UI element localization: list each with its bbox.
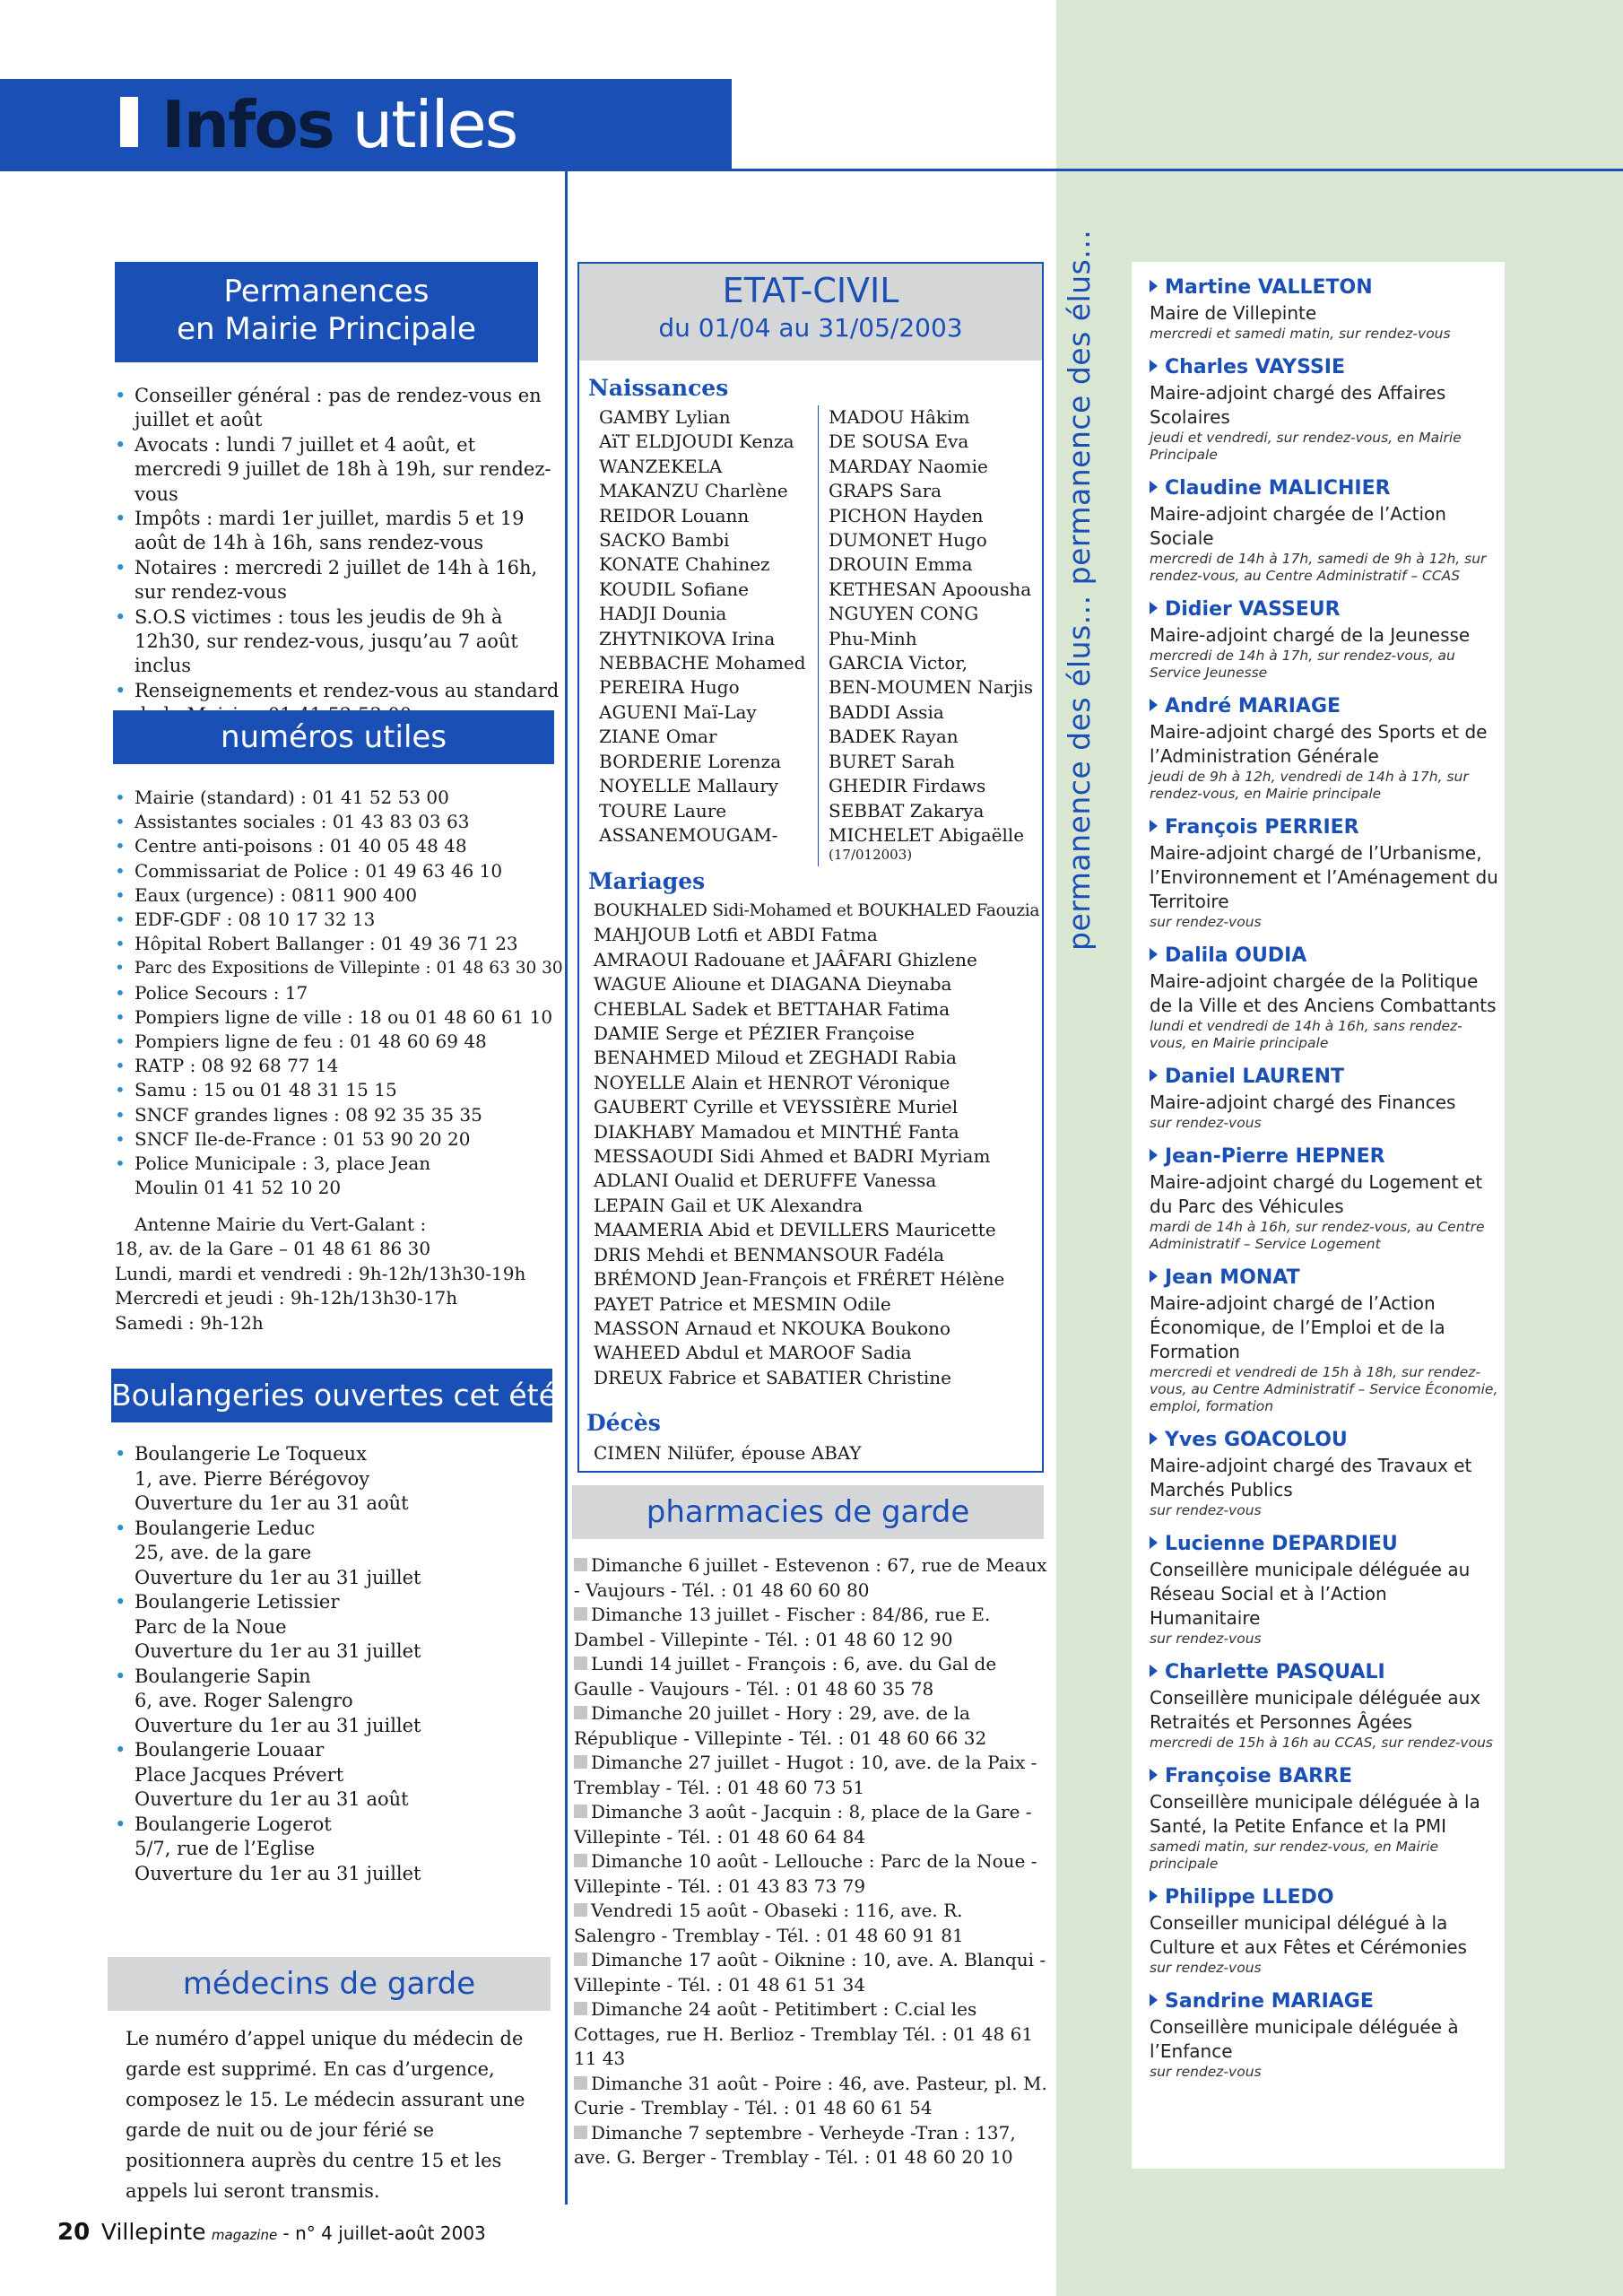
pharmacy-text: Dimanche 13 juillet - Fischer : 84/86, rue E. Dambel - Villepinte - Tél. : 01 48 60 12 90 — [574, 1604, 991, 1650]
page-title-bold: Infos — [161, 87, 334, 162]
etat-civil-title: ETAT-CIVIL — [722, 271, 899, 310]
list-item: NGUYEN CONG — [829, 603, 979, 625]
pharmacy-text: Lundi 14 juillet - François : 6, ave. du Gal de Gaulle - Vaujours - Tél. : 01 48 60 35 78 — [574, 1653, 997, 1700]
list-item: BEN-MOUMEN Narjis — [829, 676, 1034, 699]
elu-item — [1150, 1763, 1499, 1873]
list-item: • Impôts : mardi 1er juillet, mardis 5 et 19 août de 14h à 16h, sans rendez-vous — [115, 507, 563, 556]
bakery-address: 6, ave. Roger Salengro — [135, 1690, 353, 1711]
list-item: AïT ELDJOUDI Kenza — [599, 430, 794, 453]
list-item: • S.O.S victimes : tous les jeudis de 9h à 12h30, sur rendez-vous, jusqu’au 7 août inclus — [115, 605, 563, 679]
elu-item — [1150, 943, 1499, 1052]
pharmacy-text: Dimanche 3 août - Jacquin : 8, place de la Gare - Villepinte - Tél. : 01 48 60 64 84 — [574, 1801, 1032, 1848]
list-item — [115, 1590, 563, 1665]
elu-note: jeudi de 9h à 12h, vendredi de 14h à 17h, sur rendez-vous, en Mairie principale — [1150, 769, 1469, 802]
list-item: GRAPS Sara — [829, 480, 942, 502]
list-item: MAHJOUB Lotfi et ABDI Fatma — [594, 924, 878, 946]
list-item — [574, 1603, 1047, 1652]
elu-role: Conseillère municipale déléguée aux Retraités et Personnes Âgées — [1150, 1687, 1481, 1733]
magazine-name: Villepinte — [100, 2219, 206, 2245]
pharmacies-list — [574, 1553, 1047, 2170]
triangle-bullet-icon — [1150, 1665, 1158, 1677]
elu-role: Maire-adjoint chargé des Affaires Scolaires — [1150, 382, 1446, 428]
list-item: DE SOUSA Eva — [829, 430, 969, 453]
bakery-name: • Boulangerie Sapin — [135, 1665, 311, 1687]
elu-name — [1150, 943, 1499, 970]
elu-role: Maire-adjoint chargé de l’Action Économique, de l’Emploi et de la Formation — [1150, 1292, 1445, 1362]
permanences-heading-line2: en Mairie Principale — [177, 311, 476, 347]
etat-civil-heading — [579, 264, 1042, 361]
square-bullet-icon — [574, 2076, 587, 2090]
triangle-bullet-icon — [1150, 1769, 1158, 1781]
elu-name — [1150, 1144, 1499, 1170]
elu-note: mercredi et samedi matin, sur rendez-vous — [1150, 326, 1451, 342]
elu-name-text: François PERRIER — [1165, 816, 1359, 839]
list-item: MESSAOUDI Sidi Ahmed et BADRI Myriam — [594, 1145, 991, 1168]
triangle-bullet-icon — [1150, 1432, 1158, 1445]
list-item — [574, 1997, 1047, 2072]
elu-name — [1150, 475, 1499, 502]
elu-name — [1150, 1763, 1499, 1790]
list-item: HADJI Dounia — [599, 603, 727, 625]
bakery-hours: Ouverture du 1er au 31 juillet — [135, 1862, 421, 1884]
elu-name-text: Martine VALLETON — [1165, 276, 1373, 299]
elu-item — [1150, 1144, 1499, 1253]
elu-name-text: Jean-Pierre HEPNER — [1165, 1145, 1385, 1168]
square-bullet-icon — [574, 1903, 587, 1917]
elu-item — [1150, 693, 1499, 803]
elu-note: sur rendez-vous — [1150, 2064, 1262, 2080]
list-item: • Avocats : lundi 7 juillet et 4 août, et mercredi 9 juillet de 18h à 19h, sur rendez-vous — [115, 433, 563, 507]
permanences-heading — [115, 262, 538, 362]
list-item: NOYELLE Mallaury — [599, 775, 779, 797]
triangle-bullet-icon — [1150, 1149, 1158, 1161]
list-item: BORDERIE Lorenza — [599, 750, 782, 772]
list-item: • Notaires : mercredi 2 juillet de 14h à 16h, sur rendez-vous — [115, 556, 563, 605]
list-item — [574, 2121, 1047, 2170]
list-item: • RATP : 08 92 68 77 14 — [115, 1054, 563, 1078]
boulangeries-list — [115, 1442, 563, 1886]
bakery-address: Parc de la Noue — [135, 1615, 287, 1638]
list-item: NEBBACHE Mohamed — [599, 652, 806, 674]
list-item: GARCIA Victor, — [829, 652, 968, 674]
elu-note: samedi matin, sur rendez-vous, en Mairie principale — [1150, 1839, 1439, 1872]
list-item: MADOU Hâkim — [829, 406, 970, 428]
naissances-left-list — [599, 405, 814, 848]
elu-name — [1150, 1531, 1499, 1558]
list-item: TOURE Laure — [599, 799, 727, 822]
antenne-line: Lundi, mardi et vendredi : 9h-12h/13h30-19h — [115, 1262, 526, 1284]
list-item: DRIS Mehdi et BENMANSOUR Fadéla — [594, 1243, 945, 1265]
header-rule — [0, 169, 1623, 171]
elu-role: Maire-adjoint chargé des Finances — [1150, 1091, 1456, 1113]
elu-name — [1150, 693, 1499, 720]
list-item: BADEK Rayan — [829, 726, 959, 748]
square-bullet-icon — [574, 2002, 587, 2015]
list-item: • Police Secours : 17 — [115, 981, 563, 1005]
list-item: SACKO Bambi — [599, 529, 730, 552]
elu-item — [1150, 1427, 1499, 1519]
naissances-right-list — [829, 405, 1040, 862]
elu-role: Conseillère municipale déléguée à la Santé, la Petite Enfance et la PMI — [1150, 1791, 1480, 1837]
elu-name-text: André MARIAGE — [1165, 695, 1341, 718]
list-item: DUMONET Hugo — [829, 529, 987, 552]
square-bullet-icon — [574, 1607, 587, 1621]
page-title — [161, 86, 516, 163]
pharmacy-text: Dimanche 27 juillet - Hugot : 10, ave. de la Paix - Tremblay - Tél. : 01 48 60 73 51 — [574, 1752, 1037, 1798]
list-item — [574, 1948, 1047, 1997]
elu-note: mercredi et vendredi de 15h à 18h, sur rendez-vous, au Centre Administratif – Service Économie, emploi, formation — [1150, 1364, 1498, 1414]
elu-name — [1150, 354, 1499, 381]
list-item: • EDF-GDF : 08 10 17 32 13 — [115, 908, 563, 932]
elu-name-text: Dalila OUDIA — [1165, 944, 1307, 967]
permanences-heading-line1: Permanences — [223, 274, 430, 309]
list-item: BADDI Assia — [829, 700, 944, 723]
elu-role: Maire de Villepinte — [1150, 302, 1317, 324]
triangle-bullet-icon — [1150, 1069, 1158, 1082]
deces-label: Décès — [586, 1410, 661, 1436]
list-item: DAMIE Serge et PÉZIER Françoise — [594, 1022, 915, 1045]
elu-note: mercredi de 15h à 16h au CCAS, sur rendez-vous — [1150, 1735, 1493, 1751]
elu-role: Conseillère municipale déléguée à l’Enfance — [1150, 2016, 1459, 2062]
list-item — [574, 1701, 1047, 1751]
elu-name-text: Charlette PASQUALI — [1165, 1661, 1385, 1683]
pharmacy-text: Dimanche 6 juillet - Estevenon : 67, rue de Meaux - Vaujours - Tél. : 01 48 60 60 80 — [574, 1554, 1047, 1601]
mariages-list — [594, 899, 1042, 1390]
bakery-name: • Boulangerie Le Toqueux — [135, 1443, 367, 1465]
list-item: ADLANI Oualid et DERUFFE Vanessa — [594, 1170, 937, 1192]
medecins-heading: médecins de garde — [108, 1957, 551, 2011]
list-item: CHEBLAL Sadek et BETTAHAR Fatima — [594, 997, 950, 1020]
elu-name-text: Claudine MALICHIER — [1165, 477, 1391, 500]
list-item: • SNCF Ile-de-France : 01 53 90 20 20 — [115, 1127, 563, 1152]
bakery-hours: Ouverture du 1er au 31 août — [135, 1788, 409, 1810]
list-item — [574, 1800, 1047, 1849]
elu-note: sur rendez-vous — [1150, 1631, 1262, 1647]
list-item: • Hôpital Robert Ballanger : 01 49 36 71 23 — [115, 932, 563, 956]
bakery-name: • Boulangerie Louaar — [135, 1739, 325, 1761]
list-item: PEREIRA Hugo — [599, 676, 740, 699]
elu-item — [1150, 1531, 1499, 1648]
triangle-bullet-icon — [1150, 1536, 1158, 1549]
triangle-bullet-icon — [1150, 602, 1158, 614]
triangle-bullet-icon — [1150, 948, 1158, 961]
list-item: WAGUE Alioune et DIAGANA Dieynaba — [594, 973, 952, 996]
square-bullet-icon — [574, 1854, 587, 1867]
naissances-separator — [818, 405, 819, 866]
bakery-name: • Boulangerie Logerot — [135, 1813, 332, 1835]
list-item: MAKANZU Charlène — [599, 480, 788, 502]
pharmacy-text: Dimanche 10 août - Lellouche : Parc de la Noue - Villepinte - Tél. : 01 43 83 73 79 — [574, 1850, 1037, 1897]
antenne-line: Mercredi et jeudi : 9h-12h/13h30-17h — [115, 1287, 458, 1309]
list-item: Phu-Minh — [829, 627, 917, 649]
list-item: WANZEKELA — [599, 455, 723, 477]
elu-role: Maire-adjoint chargé de l’Urbanisme, l’Environnement et l’Aménagement du Territoire — [1150, 842, 1498, 912]
elus-vertical-title: permanence des élus... permanence des élus... — [1062, 229, 1097, 951]
elu-name — [1150, 1884, 1499, 1911]
list-item: • Mairie (standard) : 01 41 52 53 00 — [115, 786, 563, 810]
elu-name-text: Yves GOACOLOU — [1165, 1429, 1348, 1451]
square-bullet-icon — [574, 1657, 587, 1670]
elu-item — [1150, 1265, 1499, 1415]
elu-item — [1150, 1064, 1499, 1132]
pharmacy-text: Dimanche 24 août - Petitimbert : C.cial les Cottages, rue H. Berlioz - Tremblay Tél. : 01 48 61 11 43 — [574, 1998, 1034, 2069]
list-item: DIAKHABY Mamadou et MINTHÉ Fanta — [594, 1120, 959, 1143]
list-item: • Pompiers ligne de ville : 18 ou 01 48 60 61 10 — [115, 1005, 563, 1030]
elu-name — [1150, 596, 1499, 623]
list-item: • Parc des Expositions de Villepinte : 01 48 63 30 30 — [115, 956, 563, 980]
list-item — [574, 1751, 1047, 1800]
list-item: • Pompiers ligne de feu : 01 48 60 69 48 — [115, 1030, 563, 1054]
elu-name-text: Philippe LLEDO — [1165, 1886, 1334, 1909]
boulangeries-heading: Boulangeries ouvertes cet été — [111, 1369, 552, 1422]
list-item: • Centre anti-poisons : 01 40 05 48 48 — [115, 834, 563, 858]
list-item: REIDOR Louann — [599, 504, 750, 526]
list-item — [115, 1813, 563, 1887]
antenne-line: Samedi : 9h-12h — [115, 1311, 264, 1334]
antenne-info — [115, 1213, 563, 1335]
list-item — [574, 1553, 1047, 1603]
elu-role: Maire-adjoint chargé de la Jeunesse — [1150, 624, 1471, 646]
magazine-label: magazine — [211, 2227, 278, 2243]
pharmacy-text: Dimanche 7 septembre - Verheyde -Tran : 137, ave. G. Berger - Tremblay - Tél. : 01 48 60 20 10 — [574, 2121, 1016, 2168]
column-divider — [565, 169, 568, 2205]
elu-name — [1150, 1427, 1499, 1454]
list-item: BURET Sarah — [829, 750, 955, 772]
list-item: • Police Municipale : 3, place Jean Moulin 01 41 52 10 20 — [115, 1152, 563, 1200]
issue-label: - n° 4 juillet-août 2003 — [277, 2222, 486, 2244]
list-item: BENAHMED Miloud et ZEGHADI Rabia — [594, 1047, 957, 1069]
pharmacies-heading: pharmacies de garde — [572, 1485, 1044, 1539]
numeros-list — [115, 786, 563, 1200]
naissances-label: Naissances — [588, 375, 729, 401]
triangle-bullet-icon — [1150, 481, 1158, 493]
elu-name-text: Charles VAYSSIE — [1165, 356, 1346, 378]
elu-role: Maire-adjoint chargé du Logement et du Parc des Véhicules — [1150, 1171, 1483, 1217]
list-item: DREUX Fabrice et SABATIER Christine — [594, 1366, 951, 1388]
list-item: GHEDIR Firdaws — [829, 775, 986, 797]
list-item — [574, 1899, 1047, 1948]
list-item: GAMBY Lylian — [599, 406, 731, 428]
elu-item — [1150, 1884, 1499, 1977]
elu-name-text: Jean MONAT — [1165, 1266, 1300, 1289]
list-item: • Commissariat de Police : 01 49 63 46 10 — [115, 859, 563, 883]
list-item: NOYELLE Alain et HENROT Véronique — [594, 1071, 950, 1093]
elu-name — [1150, 1265, 1499, 1292]
mariages-label: Mariages — [588, 868, 706, 894]
triangle-bullet-icon — [1150, 1994, 1158, 2006]
elu-item — [1150, 354, 1499, 464]
list-item: AGUENI Maï-Lay — [599, 700, 757, 723]
bakery-address: 5/7, rue de l’Eglise — [135, 1838, 316, 1859]
list-item: ZHYTNIKOVA Irina — [599, 627, 776, 649]
list-item: • Renseignements et rendez-vous au standard — [115, 679, 563, 728]
triangle-bullet-icon — [1150, 1270, 1158, 1283]
elu-name — [1150, 814, 1499, 841]
elu-item — [1150, 1988, 1499, 2081]
elu-note: mercredi de 14h à 17h, samedi de 9h à 12h, sur rendez-vous, au Centre Administratif – CCAS — [1150, 551, 1487, 584]
list-item: AMRAOUI Radouane et JAÂFARI Ghizlene — [594, 948, 977, 970]
list-item: • SNCF grandes lignes : 08 92 35 35 35 — [115, 1103, 563, 1127]
bakery-name: • Boulangerie Letissier — [135, 1591, 340, 1613]
triangle-bullet-icon — [1150, 820, 1158, 832]
elu-note: sur rendez-vous — [1150, 1960, 1262, 1976]
elu-name — [1150, 1659, 1499, 1686]
list-item: WAHEED Abdul et MAROOF Sadia — [594, 1342, 912, 1364]
elu-item — [1150, 596, 1499, 682]
square-bullet-icon — [574, 1755, 587, 1769]
square-bullet-icon — [574, 1952, 587, 1966]
list-item — [574, 1652, 1047, 1701]
elu-note: sur rendez-vous — [1150, 1115, 1262, 1131]
list-item — [115, 1442, 563, 1517]
elu-role: Conseillère municipale déléguée au Réseau Social et à l’Action Humanitaire — [1150, 1559, 1471, 1629]
bakery-hours: Ouverture du 1er au 31 juillet — [135, 1566, 421, 1588]
bakery-hours: Ouverture du 1er au 31 juillet — [135, 1714, 421, 1736]
elu-name — [1150, 274, 1499, 301]
elu-role: Maire-adjoint chargée de la Politique de la Ville et des Anciens Combattants — [1150, 970, 1497, 1016]
bakery-name: • Boulangerie Leduc — [135, 1517, 316, 1539]
list-item: • Assistantes sociales : 01 43 83 03 63 — [115, 810, 563, 834]
elu-role: Maire-adjoint chargée de l’Action Sociale — [1150, 503, 1446, 549]
square-bullet-icon — [574, 1558, 587, 1571]
bakery-address: 25, ave. de la gare — [135, 1542, 312, 1563]
elu-item — [1150, 814, 1499, 931]
list-item: • Conseiller général : pas de rendez-vous en juillet et août — [115, 384, 563, 433]
elu-item — [1150, 475, 1499, 585]
elu-name-text: Daniel LAURENT — [1165, 1065, 1345, 1088]
square-bullet-icon — [574, 1805, 587, 1818]
elu-role: Conseiller municipal délégué à la Culture et aux Fêtes et Cérémonies — [1150, 1912, 1467, 1958]
list-item — [115, 1738, 563, 1813]
numeros-heading: numéros utiles — [113, 710, 554, 764]
elu-role: Maire-adjoint chargé des Sports et de l’Administration Générale — [1150, 721, 1488, 767]
list-item — [574, 1849, 1047, 1899]
elu-note: jeudi et vendredi, sur rendez-vous, en Mairie Principale — [1150, 430, 1462, 463]
permanences-list — [115, 384, 563, 728]
elu-note: mardi de 14h à 16h, sur rendez-vous, au Centre Administratif – Service Logement — [1150, 1219, 1485, 1252]
list-item: • Eaux (urgence) : 0811 900 400 — [115, 883, 563, 908]
list-item: GAUBERT Cyrille et VEYSSIÈRE Muriel — [594, 1096, 959, 1118]
elu-item — [1150, 274, 1499, 343]
antenne-line: 18, av. de la Gare – 01 48 61 86 30 — [115, 1238, 431, 1260]
antenne-line: Antenne Mairie du Vert-Galant : — [135, 1213, 427, 1235]
pharmacy-text: Dimanche 17 août - Oiknine : 10, ave. A. Blanqui - Villepinte - Tél. : 01 48 61 51 34 — [574, 1949, 1046, 1996]
triangle-bullet-icon — [1150, 280, 1158, 292]
bakery-address: Place Jacques Prévert — [135, 1763, 344, 1786]
pharmacy-text: Dimanche 31 août - Poire : 46, ave. Pasteur, pl. M. Curie - Tremblay - Tél. : 01 48 60 61 54 — [574, 2072, 1047, 2118]
triangle-bullet-icon — [1150, 1890, 1158, 1902]
header-mark — [120, 97, 138, 147]
list-item: LEPAIN Gail et UK Alexandra — [594, 1194, 864, 1216]
pharmacy-text: Vendredi 15 août - Obaseki : 116, ave. R. Salengro - Tremblay - Tél. : 01 48 60 91 81 — [574, 1900, 964, 1946]
page-title-light: utiles — [333, 87, 517, 162]
list-item: • Samu : 15 ou 01 48 31 15 15 — [115, 1078, 563, 1102]
list-item: DROUIN Emma — [829, 553, 973, 576]
bakery-hours: Ouverture du 1er au 31 août — [135, 1492, 409, 1514]
list-item: KETHESAN Apoousha — [829, 578, 1032, 600]
elu-note: sur rendez-vous — [1150, 1502, 1262, 1518]
elu-name-text: Sandrine MARIAGE — [1165, 1990, 1374, 2013]
elu-note: mercredi de 14h à 17h, sur rendez-vous, au Service Jeunesse — [1150, 648, 1455, 681]
list-item: PICHON Hayden — [829, 504, 984, 526]
list-item: BRÉMOND Jean-François et FRÉRET Hélène — [594, 1268, 1005, 1291]
list-item-date: (17/012003) — [829, 847, 913, 864]
medecins-text: Le numéro d’appel unique du médecin de garde est supprimé. En cas d’urgence, composez le 15. Le médecin assurant une garde de nuit ou de jour férié se positionnera auprès du centre 15 et les appels lui seront transmis. — [126, 2028, 525, 2202]
triangle-bullet-icon — [1150, 699, 1158, 711]
elu-name-text: Françoise BARRE — [1165, 1765, 1353, 1787]
list-item: KONATE Chahinez — [599, 553, 770, 576]
elus-list — [1150, 274, 1499, 2092]
elu-role: Maire-adjoint chargé des Travaux et Marchés Publics — [1150, 1455, 1472, 1500]
square-bullet-icon — [574, 2126, 587, 2139]
bakery-hours: Ouverture du 1er au 31 juillet — [135, 1640, 421, 1662]
list-item: PAYET Patrice et MESMIN Odile — [594, 1292, 891, 1315]
square-bullet-icon — [574, 1706, 587, 1719]
list-item: SEBBAT Zakarya — [829, 799, 985, 822]
list-item: ASSANEMOUGAM- — [599, 823, 778, 846]
list-item — [115, 1517, 563, 1591]
etat-civil-period: du 01/04 au 31/05/2003 — [658, 313, 963, 343]
bakery-address: 1, ave. Pierre Bérégovoy — [135, 1467, 370, 1490]
list-item: MICHELET Abigaëlle — [829, 823, 1025, 846]
elu-name-text: Lucienne DEPARDIEU — [1165, 1533, 1398, 1555]
deces-text: CIMEN Nilüfer, épouse ABAY — [594, 1442, 862, 1464]
list-item: ZIANE Omar — [599, 726, 717, 748]
list-item — [574, 2072, 1047, 2121]
list-item: MARDAY Naomie — [829, 455, 988, 477]
list-item: BOUKHALED Sidi-Mohamed et BOUKHALED Faouzia — [594, 901, 1040, 920]
elu-note: sur rendez-vous — [1150, 914, 1262, 930]
list-item: KOUDIL Sofiane — [599, 578, 749, 600]
list-item: MAAMERIA Abid et DEVILLERS Mauricette — [594, 1219, 996, 1241]
triangle-bullet-icon — [1150, 360, 1158, 372]
elu-name — [1150, 1064, 1499, 1091]
elu-note: lundi et vendredi de 14h à 16h, sans rendez-vous, en Mairie principale — [1150, 1018, 1462, 1051]
page-number: 20 — [57, 2219, 91, 2246]
list-item — [115, 1665, 563, 1739]
footer — [57, 2219, 486, 2246]
pharmacy-text: Dimanche 20 juillet - Hory : 29, ave. de la République - Villepinte - Tél. : 01 48 60 66 32 — [574, 1702, 987, 1749]
elu-name-text: Didier VASSEUR — [1165, 598, 1341, 621]
elu-name — [1150, 1988, 1499, 2015]
elu-item — [1150, 1659, 1499, 1752]
list-item: MASSON Arnaud et NKOUKA Boukono — [594, 1317, 951, 1339]
